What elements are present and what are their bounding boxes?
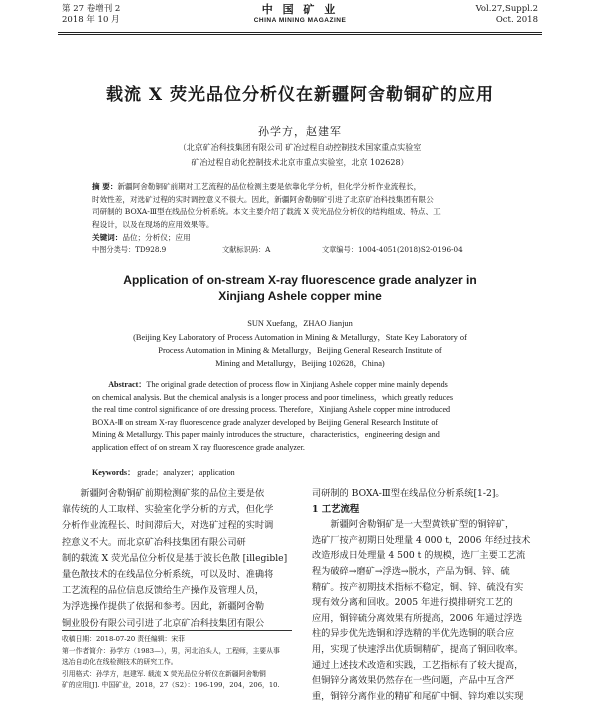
paper-title-cn: 载流 X 荧光品位分析仪在新疆阿舍勒铜矿的应用 <box>105 85 495 105</box>
body-column-right <box>312 486 540 704</box>
footnote-rule <box>62 630 292 631</box>
keywords-cn-text: 品位；分析仪；应用 <box>122 233 191 242</box>
keywords-cn <box>92 232 191 243</box>
footnote <box>62 634 292 692</box>
header-volume-info-en <box>476 4 538 26</box>
body-line: 应用，铜锌硫分离效果有所提高，2006 年通过浮选 <box>312 612 523 624</box>
keywords-cn-label: 关键词： <box>92 233 123 242</box>
abstract-en-line <box>92 379 516 392</box>
abstract-cn-line: 时效性差，对选矿过程的实时调控意义不很大。因此，新疆阿舍勒铜矿引进了北京矿冶科技集团有限公 <box>92 194 434 204</box>
affiliation-en-line: Mining and Metallurgy，Beijing 102628，China) <box>215 359 385 368</box>
body-line: 改造形成日处理量 4 500 t 的规模，选厂主要工艺流 <box>312 550 526 562</box>
abstract-cn-text: 新疆阿舍勒铜矿前期对工艺流程的品位检测主要是依靠化学分析，但化学分析作业流程长， <box>117 182 422 191</box>
footnote-line: 引用格式：孙学方，赵建军. 载流 X 荧光品位分析仪在新疆阿舍勒铜 <box>62 669 266 678</box>
affiliation-en <box>120 331 480 370</box>
abstract-cn-line <box>92 181 516 194</box>
affiliation-cn <box>100 140 500 170</box>
abstract-en-line: Mining & Metallurgy. This paper mainly introduces the structure，characteristics，engineering design and <box>92 430 440 439</box>
footnote-line: 收稿日期：2018-07-20 责任编辑：宋菲 <box>62 635 185 643</box>
body-line: 制的载流 X 荧光品位分析仪是基于波长色散 [illegible] <box>62 552 288 564</box>
body-line: 分析作业流程长、时间滞后大，对选矿过程的实时调 <box>62 520 274 532</box>
keywords-en <box>92 467 235 478</box>
paper-title-en-line: Application of on-stream X-ray fluorescence grade analyzer in <box>123 273 477 287</box>
abstract-en-line: application effect of on stream X ray fluorescence grade analyzer. <box>92 442 305 452</box>
abstract-cn <box>92 181 516 231</box>
affiliation-cn-line: 矿冶过程自动化控制技术北京市重点实验室，北京 102628） <box>191 158 409 167</box>
abstract-en-line: BOXA-Ⅲ on stream X-ray fluorescence grade analyzer developed by Beijing General Research Institute of <box>92 417 439 427</box>
header-rule <box>58 32 542 33</box>
keywords-en-label: Keywords： <box>92 468 136 477</box>
header-rule-thin <box>58 34 542 35</box>
body-line: 柱的异步优先选铜和浮选精的半优先选铜的联合应 <box>312 628 515 640</box>
header-date-en: Oct. 2018 <box>495 15 538 25</box>
body-line: 铜业股份有限公司引进了北京矿冶科技集团有限公 <box>62 617 265 629</box>
body-line: 靠传统的人工取样、实验室化学分析的方式，但化学 <box>62 504 274 516</box>
abstract-en-text: The original grade detection of process flow in Xinjiang Ashele copper mine mainly depends <box>146 380 448 389</box>
body-line: 精矿。按产初期技术指标不稳定，铜、锌、硫没有实 <box>312 581 524 593</box>
body-line: 控意义不大。而北京矿冶科技集团有限公司研 <box>62 536 246 548</box>
body-line: 新疆阿舍勒铜矿是一大型黄铁矿型的铜锌矿， <box>330 519 515 531</box>
header-volume: 第 27 卷增刊 2 <box>62 4 121 14</box>
body-line: 重，铜锌分离作业的精矿和尾矿中铜、锌均难以实现 <box>312 690 524 702</box>
abstract-cn-line: 程设计，以及在现场的应用效果等。 <box>92 219 214 229</box>
body-line: 量色散技术的在线品位分析系统，可以及时、准确将 <box>62 569 274 581</box>
authors-cn: 孙学方，赵建军 <box>258 125 342 138</box>
section-heading: 1 工艺流程 <box>312 503 360 515</box>
affiliation-cn-line: （北京矿冶科技集团有限公司 矿冶过程自动控制技术国家重点实验室 <box>178 143 422 152</box>
footnote-line: 选冶自动化在线检测技术的研究工作。 <box>62 658 178 666</box>
body-line: 为浮选操作提供了依据和参考。因此，新疆阿舍勒 <box>62 601 265 613</box>
abstract-cn-label: 摘 要： <box>92 182 118 191</box>
header-date: 2018 年 10 月 <box>62 15 120 25</box>
paper-title-en <box>0 272 600 304</box>
footnote-line: 第一作者简介：孙学方（1983—），男，河北泊头人，工程师，主要从事 <box>62 646 280 655</box>
header-volume-en: Vol.27,Suppl.2 <box>475 4 538 14</box>
article-number: 文章编号：1004-4051(2018)S2-0196-04 <box>322 245 463 254</box>
abstract-en-line: on chemical analysis. But the chemical analysis is a longer process and poor timeliness，which greatly reduces <box>92 392 453 402</box>
body-line: 现有效分离和回收。2005 年进行摸排研究工艺的 <box>312 597 513 609</box>
journal-name-en: CHINA MINING MAGAZINE <box>253 17 347 24</box>
body-line: 但铜锌分离效果仍然存在一些问题，产品中互含严 <box>312 675 515 687</box>
body-column-left <box>62 486 292 632</box>
body-line: 用，实现了快速浮出优质铜精矿，提高了铜回收率。 <box>312 643 524 655</box>
affiliation-en-line: (Beijing Key Laboratory of Process Automation in Mining & Metallurgy，State Key Laboratory of <box>133 333 467 342</box>
body-line: 通过上述技术改造和实践，工艺指标有了较大提高， <box>312 659 524 671</box>
body-line: 程为破碎→磨矿→浮选→脱水，产品为铜、锌、硫 <box>312 565 510 577</box>
affiliation-en-line: Process Automation in Mining & Metallurgy，Beijing General Research Institute of <box>158 346 442 355</box>
paper-title-en-line: Xinjiang Ashele copper mine <box>218 289 382 303</box>
authors-en: SUN Xuefang，ZHAO Jianjun <box>247 319 353 328</box>
running-header <box>0 0 600 30</box>
abstract-en <box>92 379 516 454</box>
abstract-en-label: Abstract： <box>108 380 147 389</box>
body-line: 工艺流程的品位信息反馈给生产操作及管理人员， <box>62 585 265 597</box>
body-line: 司研制的 BOXA-Ⅲ型在线品位分析系统[1-2]。 <box>312 488 505 499</box>
clc-number: 中图分类号：TD928.9 <box>92 245 167 254</box>
body-line: 新疆阿舍勒铜矿前期检测矿浆的品位主要是依 <box>80 488 265 499</box>
document-code: 文献标识码：A <box>222 245 271 254</box>
abstract-cn-line: 司研制的 BOXA-Ⅲ型在线品位分析系统。本文主要介绍了载流 X 荧光品位分析仪的结构组成、特点、工 <box>92 207 441 216</box>
footnote-line: 矿的应用[J]. 中国矿业，2018，27（S2）：196-199，204，206，10. <box>62 681 280 689</box>
abstract-en-line: the real time control significance of ore dressing process. Therefore，Xinjiang Ashele copper mine introduced <box>92 405 451 414</box>
keywords-en-text: grade；analyzer；application <box>137 468 235 477</box>
body-line: 选矿厂按产初期日处理量 4 000 t，2006 年经过技术 <box>312 534 531 546</box>
journal-name-cn: 中 国 矿 业 <box>261 3 339 16</box>
